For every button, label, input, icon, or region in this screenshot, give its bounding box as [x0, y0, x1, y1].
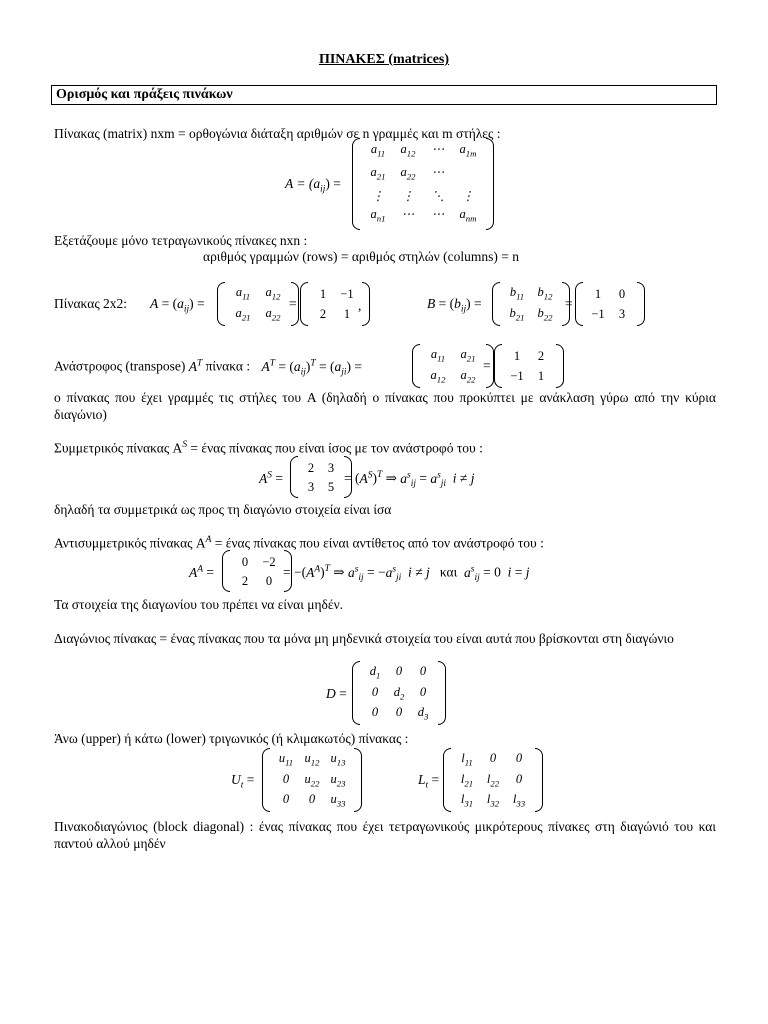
- matrix-entry: ⋯: [431, 207, 445, 222]
- matrix-entry: $a_{21}$: [460, 347, 476, 364]
- matrix-entry: $l_{32}$: [486, 792, 500, 809]
- matrix-entry: 2: [319, 307, 327, 321]
- matrix-entry: $l_{21}$: [460, 771, 474, 788]
- symmetric-matrix: [290, 456, 352, 498]
- A-symbol-matrix: [217, 282, 299, 326]
- matrix-entry: $a_{12}$: [400, 142, 416, 159]
- matrix-entry: ⋱: [431, 188, 445, 203]
- matrix-entry: 0: [308, 792, 316, 806]
- B-symbol-matrix: [492, 282, 570, 326]
- matrix-entry: $a_{11}$: [235, 285, 251, 302]
- matrix-entry: ⋯: [401, 207, 415, 222]
- definition-equation: $A = (a_{ij})$ =: [285, 176, 341, 195]
- matrix-entry: 0: [489, 751, 497, 765]
- lower-triangular-matrix: [443, 748, 543, 812]
- matrix-entry: $b_{12}$: [537, 285, 553, 302]
- matrix-entry: 0: [371, 705, 379, 719]
- matrix-entry: 3: [618, 307, 626, 321]
- symmetric-definition: Συμμετρικός πίνακας $A^S = έ\nu\alpha\varsigma$ πίνακας που είναι ίσος με τον ανάστροφό του :: [54, 440, 483, 456]
- matrix-entry: $a_{21}$: [235, 305, 251, 322]
- matrix-entry: ⋮: [401, 188, 415, 203]
- matrix-entry: 1: [594, 287, 602, 301]
- matrix-entry: 0: [371, 684, 379, 699]
- diagonal-definition: Διαγώνιος πίνακας = ένας πίνακας που τα μόνα μη μηδενικά στοιχεία του είναι αυτά που βρίσκονται στη διαγώνιο: [54, 631, 674, 646]
- matrix-entry: $b_{11}$: [509, 285, 525, 302]
- matrix-entry: 0: [419, 684, 427, 699]
- matrix-entry: $a_{22}$: [400, 165, 416, 182]
- matrix-entry: 0: [241, 554, 249, 569]
- matrix-entry: $u_{12}$: [304, 751, 320, 768]
- matrix-entry: $a_{22}$: [460, 367, 476, 384]
- matrix-entry: $d_2$: [393, 684, 405, 701]
- matrix-entry: 0: [282, 792, 290, 806]
- matrix-entry: $a_{n1}$: [370, 207, 386, 224]
- general-matrix: [352, 138, 494, 230]
- diagonal-equation: D =: [326, 686, 347, 701]
- matrix-entry: 0: [419, 664, 427, 678]
- matrix-entry: 3: [307, 479, 315, 494]
- transpose-line: Ανάστροφος (transpose) $A^T$ πίνακα : $A^T = (a_{ij})^T = (a_{ji})$ =: [54, 358, 362, 378]
- matrix-entry: $a_{11}$: [370, 142, 386, 159]
- antisymmetric-note: Τα στοιχεία της διαγωνίου του πρέπει να είναι μηδέν.: [54, 597, 344, 612]
- matrix-entry: 0: [395, 664, 403, 678]
- matrix-entry: 0: [265, 573, 273, 588]
- B-equation: $B = (b_{ij})$ =: [427, 296, 482, 315]
- matrix-entry: $a_{12}$: [265, 285, 281, 302]
- matrix-entry: $a_{nm}$: [459, 207, 477, 224]
- matrix-entry: $u_{23}$: [330, 771, 346, 788]
- matrix-entry: −1: [591, 307, 605, 321]
- B-value-matrix: [575, 282, 645, 326]
- antisymmetric-equation: $A^A$ =: [189, 564, 215, 580]
- matrix-entry: $d_3$: [417, 705, 429, 722]
- matrix-entry: 2: [537, 349, 545, 363]
- matrix-entry: 2: [241, 573, 249, 588]
- matrix-entry: −2: [262, 554, 276, 569]
- matrix-entry: $l_{11}$: [461, 751, 473, 768]
- matrix-entry: 5: [327, 479, 335, 494]
- matrix-entry: $b_{22}$: [537, 305, 553, 322]
- matrix-entry: ⋯: [431, 165, 445, 180]
- matrix-entry: 2: [307, 460, 315, 475]
- matrix-entry: $a_{22}$: [265, 305, 281, 322]
- matrix-entry: $u_{11}$: [278, 751, 294, 768]
- antisymmetric-definition: Αντισυμμετρικός πίνακας $A^A = έ\nu\alpha\varsigma$ πίνακας που είναι αντίθετος από τον ανάστροφό του :: [54, 535, 544, 551]
- diagonal-matrix: [352, 661, 446, 725]
- block-diagonal-definition: Πινακοδιαγώνιος (block diagonal) : ένας πίνακας που έχει τετραγωνικούς μικρότερους πίνακες στη διαγώνιό του και παντού αλλού μηδέν: [54, 819, 716, 851]
- matrix-entry: $l_{33}$: [512, 792, 526, 809]
- triangular-definition: Άνω (upper) ή κάτω (lower) τριγωνικός (ή κλιμακωτός) πίνακας :: [54, 731, 409, 746]
- matrix-entry: 0: [515, 771, 523, 786]
- matrix-entry: $l_{31}$: [460, 792, 474, 809]
- symmetric-note: δηλαδή τα συμμετρικά ως προς τη διαγώνιο στοιχεία είναι ίσα: [54, 502, 392, 517]
- matrix-entry: $a_{11}$: [430, 347, 446, 364]
- matrix-entry: $a_{12}$: [430, 367, 446, 384]
- matrix-entry: $l_{22}$: [486, 771, 500, 788]
- matrix-entry: $u_{13}$: [330, 751, 346, 768]
- upper-equation: $U_t$ =: [231, 772, 255, 791]
- antisymmetric-matrix: [222, 550, 292, 592]
- square-matrix-text: Εξετάζουμε μόνο τετραγωνικούς πίνακες nxn :: [54, 233, 308, 248]
- transpose-value-matrix: [494, 344, 564, 388]
- rows-columns-text: αριθμός γραμμών (rows) = αριθμός στηλών (columns) = n: [203, 249, 519, 264]
- matrix-entry: 0: [395, 705, 403, 719]
- matrix-entry: $u_{33}$: [330, 792, 346, 809]
- matrix-entry: 1: [513, 349, 521, 363]
- matrix-entry: 1: [343, 307, 351, 321]
- matrix-entry: ⋯: [431, 142, 445, 157]
- lower-equation: $L_t$ =: [418, 772, 440, 791]
- transpose-description: ο πίνακας που έχει γραμμές τις στήλες του A (δηλαδή ο πίνακας που προκύπτει με ανάκλαση γύρω από την κύρια διαγώνιο): [54, 390, 716, 422]
- matrix-entry: 0: [618, 287, 626, 301]
- matrix-entry: [453, 164, 483, 185]
- matrix-entry: ⋮: [461, 188, 475, 203]
- matrix-entry: $d_1$: [369, 664, 381, 681]
- symmetric-equation: $A^S$ =: [259, 470, 283, 486]
- matrix-entry: $a_{21}$: [370, 165, 386, 182]
- matrix-entry: −1: [510, 369, 524, 383]
- transpose-symbol-matrix: [412, 344, 494, 388]
- matrix-definition-text: Πίνακας (matrix) nxm = ορθογώνια διάταξη αριθμών σε n γραμμές και m στήλες :: [54, 126, 501, 141]
- matrix-entry: −1: [340, 287, 354, 301]
- page-title: ΠΙΝΑΚΕΣ (matrices): [318, 52, 450, 67]
- matrix-entry: 0: [282, 771, 290, 786]
- upper-triangular-matrix: [262, 748, 362, 812]
- section-header: Ορισμός και πράξεις πινάκων: [51, 85, 717, 105]
- A-equation: $A = (a_{ij})$ =: [150, 296, 205, 315]
- matrix-entry: 1: [537, 369, 545, 383]
- matrix-entry: 3: [327, 460, 335, 475]
- matrix-entry: ⋮: [371, 188, 385, 203]
- matrix-entry: $a_{1m}$: [459, 142, 477, 159]
- example-label: Πίνακας 2x2:: [54, 296, 128, 311]
- matrix-entry: 0: [515, 751, 523, 765]
- matrix-entry: 1: [319, 287, 327, 301]
- matrix-entry: $u_{22}$: [304, 771, 320, 788]
- matrix-entry: $b_{21}$: [509, 305, 525, 322]
